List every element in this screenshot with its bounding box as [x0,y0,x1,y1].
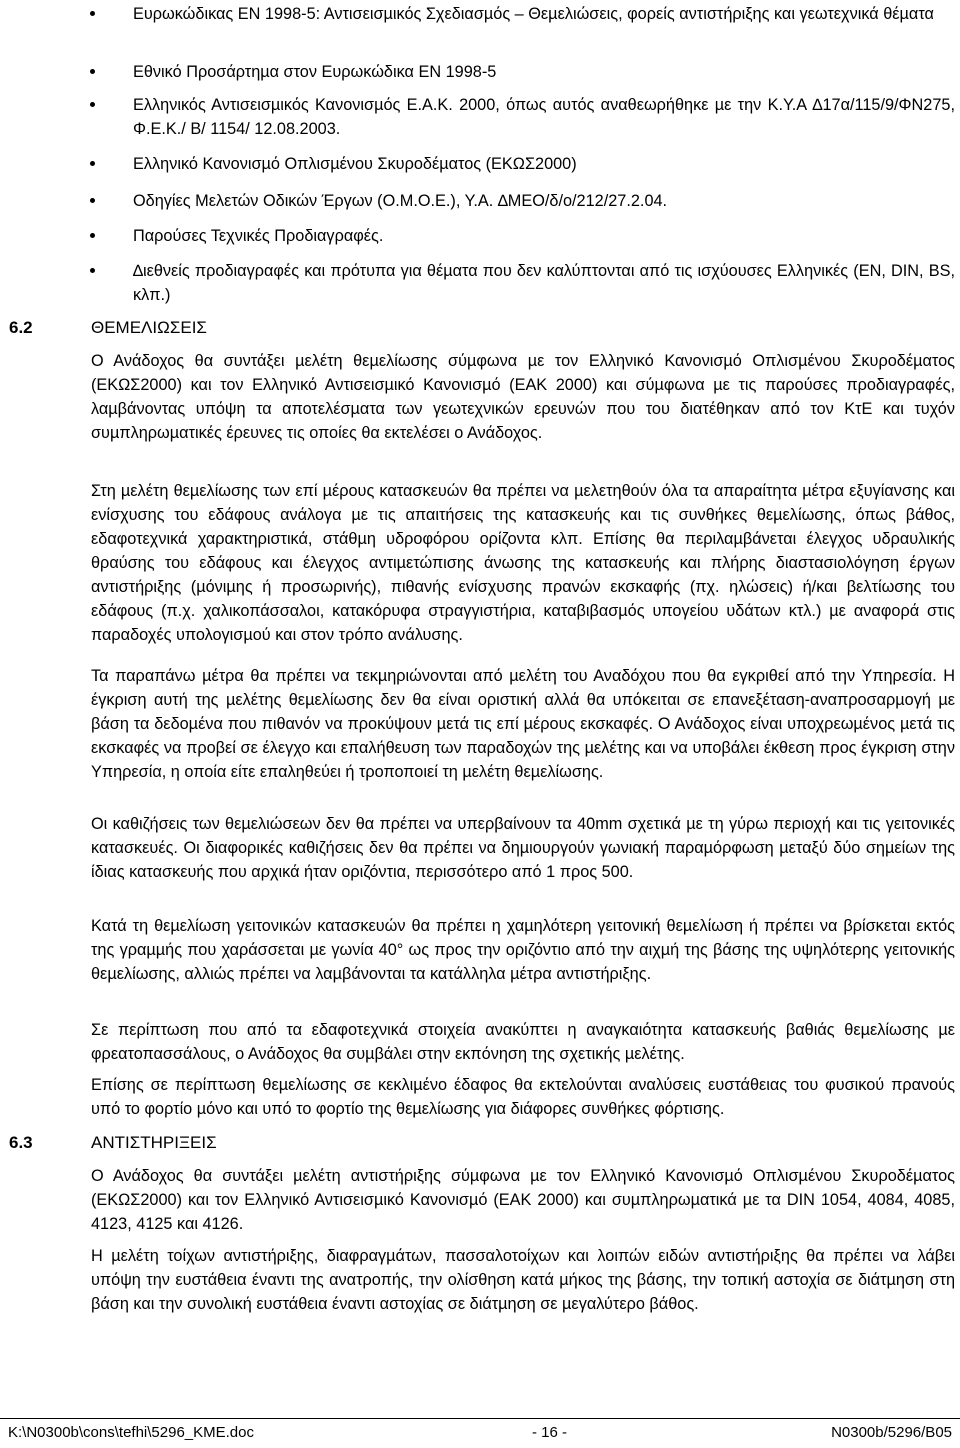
section-number: 6.3 [9,1133,33,1152]
paragraph: Η µελέτη τοίχων αντιστήριξης, διαφραγµάτων, πασσαλοτοίχων και λοιπών ειδών αντιστήριξης θα πρέπει να λάβει υπόψη την ευστάθεια έναντι της ανατροπής, την ολίσθηση κατά µήκος της βάσης, την τοπική αστοχία σε διάτµηση στη βάση και την συνολική ευστάθεια έναντι αστοχίας σε διάτµηση σε µεγαλύτερο βάθος. [91,1247,955,1313]
list-item-text: Ελληνικός Αντισεισµικός Κανονισµός Ε.Α.Κ. 2000, όπως αυτός αναθεωρήθηκε µε την Κ.Υ.Α ∆17α/115/9/ΦΝ275, Φ.Ε.Κ./ Β/ 1154/ 12.08.2003. [133,96,955,138]
paragraph: Ο Ανάδοχος θα συντάξει µελέτη αντιστήριξης σύµφωνα µε τον Ελληνικό Κανονισµό Οπλισµένου Σκυροδέµατος (ΕΚΩΣ2000) και τον Ελληνικό Αντισεισµικό Κανονισµό (ΕΑΚ 2000) και συµπληρωµατικά µε τα DIN 1054, 4084, 4085, 4123, 4125 και 4126. [91,1167,955,1233]
paragraph: Επίσης σε περίπτωση θεµελίωσης σε κεκλιµένο έδαφος θα εκτελούνται αναλύσεις ευστάθειας του φυσικού πρανούς υπό το φορτίο µόνο και υπό το φορτίο της θεµελίωσης για διάφορες συνθήκες φόρτισης. [91,1076,955,1118]
bullet-icon [90,69,95,74]
paragraph: Οι καθιζήσεις των θεµελιώσεων δεν θα πρέπει να υπερβαίνουν τα 40mm σχετικά µε τη γύρω περιοχή και τις γειτονικές κατασκευές. Οι διαφορικές καθιζήσεις δεν θα πρέπει να δηµιουργούν γωνιακή παραµόρφωση µεταξύ δύο σηµείων της ίδιας κατασκευής που αρχικά ήταν οριζόντια, περισσότερο από 1 προς 500. [91,815,955,881]
bullet-icon [90,268,95,273]
bullet-icon [90,198,95,203]
section-number: 6.2 [9,318,33,337]
footer-file-path: K:\N0300b\cons\tefhi\5296_KME.doc [8,1424,254,1441]
paragraph: Ο Ανάδοχος θα συντάξει µελέτη θεµελίωσης σύµφωνα µε τον Ελληνικό Κανονισµό Οπλισµένου Σκυροδέµατος (ΕΚΩΣ2000) και τον Ελληνικό Αντισεισµικό Κανονισµό (ΕΑΚ 2000) και σύµφωνα µε τις παρούσες προδιαγραφές, λαµβάνοντας υπόψη τα αποτελέσµατα των γεωτεχνικών ερευνών που του διατέθηκαν από τον ΚτΕ και τυχόν συµπληρωµατικές έρευνες τις οποίες θα εκτελέσει ο Ανάδοχος. [91,352,955,442]
list-item-text: ∆ιεθνείς προδιαγραφές και πρότυπα για θέµατα που δεν καλύπτονται από τις ισχύουσες Ελληνικές (EN, DIN, BS, κλπ.) [133,262,955,304]
footer-divider [0,1418,960,1419]
section-title: ΘΕΜΕΛΙΩΣΕΙΣ [91,318,207,337]
list-item-text: Οδηγίες Μελετών Οδικών Έργων (Ο.Μ.Ο.Ε.), Υ.Α. ∆ΜΕΟ/δ/ο/212/27.2.04. [133,192,668,210]
footer-page-number: - 16 - [532,1424,568,1441]
section-heading [9,316,207,340]
list-item-text: Ευρωκώδικας ΕΝ 1998-5: Αντισεισµικός Σχεδιασµός – Θεµελιώσεις, φορείς αντιστήριξης και γεωτεχνικά θέµατα [133,5,934,23]
bullet-icon [90,102,95,107]
bullet-icon [90,11,95,16]
paragraph: Κατά τη θεµελίωση γειτονικών κατασκευών θα πρέπει η χαµηλότερη γειτονική θεµελίωση ή πρέπει να βρίσκεται εκτός της γραµµής που χαράσσεται µε γωνία 40° ως προς την οριζόντιο από την αιχµή της βάσης της υψηλότερης γειτονικής θεµελίωσης, αλλιώς πρέπει να λαµβάνονται τα κατάλληλα µέτρα αντιστήριξης. [91,917,955,983]
paragraph: Τα παραπάνω µέτρα θα πρέπει να τεκµηριώνονται από µελέτη του Αναδόχου που θα εγκριθεί από την Υπηρεσία. Η έγκριση αυτή της µελέτης θεµελίωσης δεν θα είναι οριστική αλλά θα υπόκειται σε επανεξέταση-αναπροσαρµογή µε βάση τα δεδοµένα που πιθανόν να προκύψουν µετά τις επί µέρους εκσκαφές. Ο Ανάδοχος είναι υποχρεωµένος µετά τις εκσκαφές να προβεί σε έλεγχο και επαλήθευση των παραδοχών της µελέτης και να υποβάλει έκθεση προς έγκριση στην Υπηρεσία, η οποία είτε επαληθεύει ή τροποποιεί τη µελέτη θεµελίωσης. [91,667,955,781]
section-title: ΑΝΤΙΣΤΗΡΙΞΕΙΣ [91,1133,217,1152]
bullet-icon [90,161,95,166]
paragraph: Στη µελέτη θεµελίωσης των επί µέρους κατασκευών θα πρέπει να µελετηθούν όλα τα απαραίτητα µέτρα εξυγίανσης και ενίσχυσης του εδάφους ανάλογα µε τις απαιτήσεις της κατασκευής και τις συνθήκες θεµελίωσης, όπως βάθος, εδαφοτεχνικά χαρακτηριστικά, στάθµη υδροφόρου ορίζοντα κλπ. Επίσης θα περιλαµβάνεται έλεγχος υδραυλικής θραύσης του εδάφους και έλεγχος αντιµετώπισης άνωσης της κατασκευής και πλήρης διαστασιολόγηση έργων αντιστήριξης (µόνιµης ή προσωρινής), πιθανής ενίσχυσης πρανών εκσκαφής (πχ. ηλώσεις) ή/και βελτίωσης του εδάφους (π.χ. χαλικοπάσσαλοι, κατακόρυφα στραγγιστήρια, καταβιβασµός υπογείου υδάτων κτλ.) µε αναφορά στις παραδοχές υπολογισµού και στον τρόπο ανάλυσης. [91,482,955,644]
section-heading [9,1131,217,1155]
list-item-text: Ελληνικό Κανονισµό Οπλισµένου Σκυροδέµατος (ΕΚΩΣ2000) [133,155,577,173]
list-item-text: Παρούσες Τεχνικές Προδιαγραφές. [133,227,384,245]
list-item-text: Εθνικό Προσάρτηµα στον Ευρωκώδικα ΕΝ 1998-5 [133,63,497,81]
footer-document-code: N0300b/5296/B05 [831,1424,952,1441]
bullet-icon [90,233,95,238]
paragraph: Σε περίπτωση που από τα εδαφοτεχνικά στοιχεία ανακύπτει η αναγκαιότητα κατασκευής βαθιάς θεµελίωσης µε φρεατοπασσάλους, ο Ανάδοχος θα συµβάλει στην εκπόνηση της σχετικής µελέτης. [91,1021,955,1063]
